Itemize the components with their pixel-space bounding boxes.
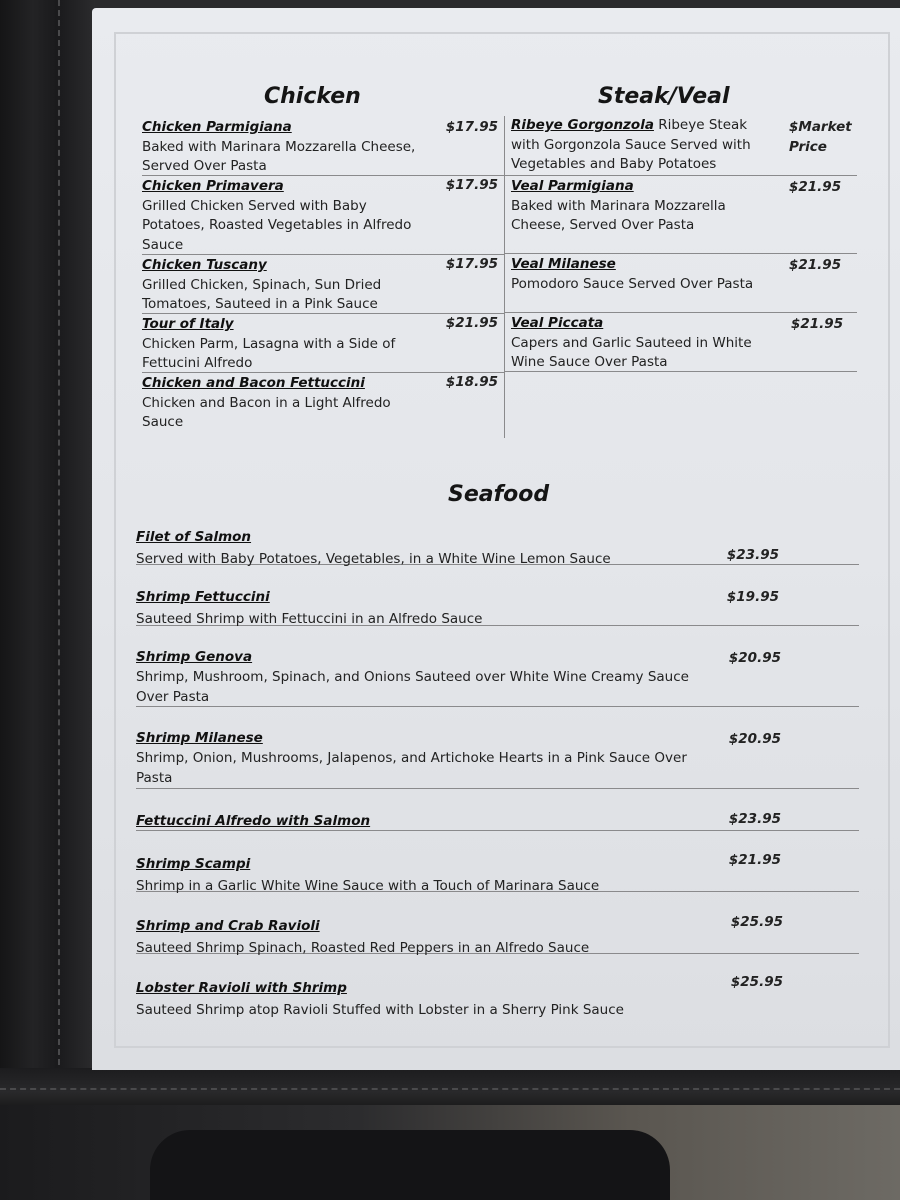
binder-bottom-stitching [0, 1088, 900, 1090]
item-description: Chicken and Bacon in a Light Alfredo Sauce [142, 394, 391, 430]
menu-item [142, 373, 504, 433]
item-price: $17.95 [445, 256, 498, 272]
item-name: Shrimp and Crab Ravioli [136, 918, 320, 934]
menu-item [505, 254, 857, 313]
item-name: Ribeye Gorgonzola [511, 117, 654, 133]
item-description: Ribeye Steak with Gorgonzola Sauce Served with Vegetables and Baby Potatoes [511, 117, 751, 172]
item-description: Grilled Chicken, Spinach, Sun Dried Tomatoes, Sauteed in a Pink Sauce [142, 276, 382, 312]
item-name: Chicken Primavera [142, 178, 284, 194]
chicken-heading: Chicken [264, 84, 361, 109]
binder-left [0, 0, 95, 1085]
item-price: $Market Price [789, 119, 852, 155]
menu-item [136, 974, 859, 1018]
item-description: Baked with Marinara Mozzarella Cheese, Served Over Pasta [142, 138, 416, 174]
item-price: $19.95 [726, 589, 779, 605]
item-description: Sauteed Shrimp atop Ravioli Stuffed with Lobster in a Sherry Pink Sauce [136, 1002, 624, 1018]
item-price: $23.95 [728, 811, 781, 827]
item-price: $21.95 [445, 315, 498, 331]
menu-item [142, 255, 504, 314]
menu-item [136, 586, 859, 626]
menu-item [505, 313, 857, 372]
item-description: Served with Baby Potatoes, Vegetables, in a White Wine Lemon Sauce [136, 551, 611, 567]
menu-item [505, 116, 857, 176]
item-description: Shrimp in a Garlic White Wine Sauce with a Touch of Marinara Sauce [136, 878, 600, 894]
item-description: Grilled Chicken Served with Baby Potatoes, Roasted Vegetables in Alfredo Sauce [142, 197, 412, 253]
menu-item [136, 647, 859, 707]
menu-page [92, 8, 900, 1070]
binder-stitching [58, 0, 60, 1075]
menu-item [136, 810, 859, 831]
item-description: Chicken Parm, Lasagna with a Side of Fettucini Alfredo [142, 335, 396, 371]
item-price: $18.95 [445, 374, 498, 390]
menu-item [136, 915, 859, 954]
item-name: Shrimp Scampi [136, 856, 251, 872]
item-price: $20.95 [728, 731, 781, 747]
item-name: Fettuccini Alfredo with Salmon [136, 813, 371, 829]
menu-item [136, 853, 859, 892]
menu-item [142, 176, 504, 255]
item-name: Veal Piccata [511, 315, 604, 331]
item-description: Shrimp, Onion, Mushrooms, Jalapenos, and Artichoke Hearts in a Pink Sauce Over Pasta [136, 750, 687, 786]
item-price: $17.95 [445, 119, 498, 135]
item-description: Pomodoro Sauce Served Over Pasta [511, 275, 754, 292]
menu-item [142, 314, 504, 373]
item-price: $23.95 [726, 547, 779, 563]
item-name: Chicken Tuscany [142, 257, 267, 273]
background-shadow [150, 1130, 670, 1200]
item-price: $21.95 [789, 179, 842, 195]
item-name: Veal Parmigiana [511, 178, 634, 194]
menu-item [136, 728, 859, 789]
item-name: Shrimp Fettuccini [136, 589, 270, 605]
item-price: $20.95 [728, 650, 781, 666]
item-name: Chicken and Bacon Fettuccini [142, 375, 365, 391]
menu-item [142, 118, 504, 176]
item-price: $17.95 [445, 177, 498, 193]
item-name: Filet of Salmon [136, 529, 252, 545]
item-name: Tour of Italy [142, 316, 234, 332]
item-description: Capers and Garlic Sauteed in White Wine Sauce Over Pasta [511, 334, 752, 370]
item-description: Sauteed Shrimp with Fettuccini in an Alfredo Sauce [136, 611, 483, 627]
item-description: Baked with Marinara Mozzarella Cheese, Served Over Pasta [511, 197, 726, 233]
menu-item [136, 526, 859, 565]
item-price: $21.95 [789, 257, 842, 273]
item-name: Lobster Ravioli with Shrimp [136, 980, 347, 996]
item-description: Sauteed Shrimp Spinach, Roasted Red Peppers in an Alfredo Sauce [136, 940, 590, 956]
item-name: Chicken Parmigiana [142, 119, 292, 135]
item-name: Veal Milanese [511, 256, 616, 272]
item-name: Shrimp Milanese [136, 730, 263, 746]
item-price: $25.95 [730, 914, 783, 930]
menu-item [505, 176, 857, 254]
steak-veal-heading: Steak/Veal [598, 84, 730, 109]
item-description: Shrimp, Mushroom, Spinach, and Onions Sauteed over White Wine Creamy Sauce Over Pasta [136, 669, 689, 705]
seafood-heading: Seafood [448, 482, 550, 507]
item-price: $21.95 [728, 852, 781, 868]
item-price: $25.95 [730, 974, 783, 990]
item-price: $21.95 [791, 316, 844, 332]
item-name: Shrimp Genova [136, 649, 253, 665]
